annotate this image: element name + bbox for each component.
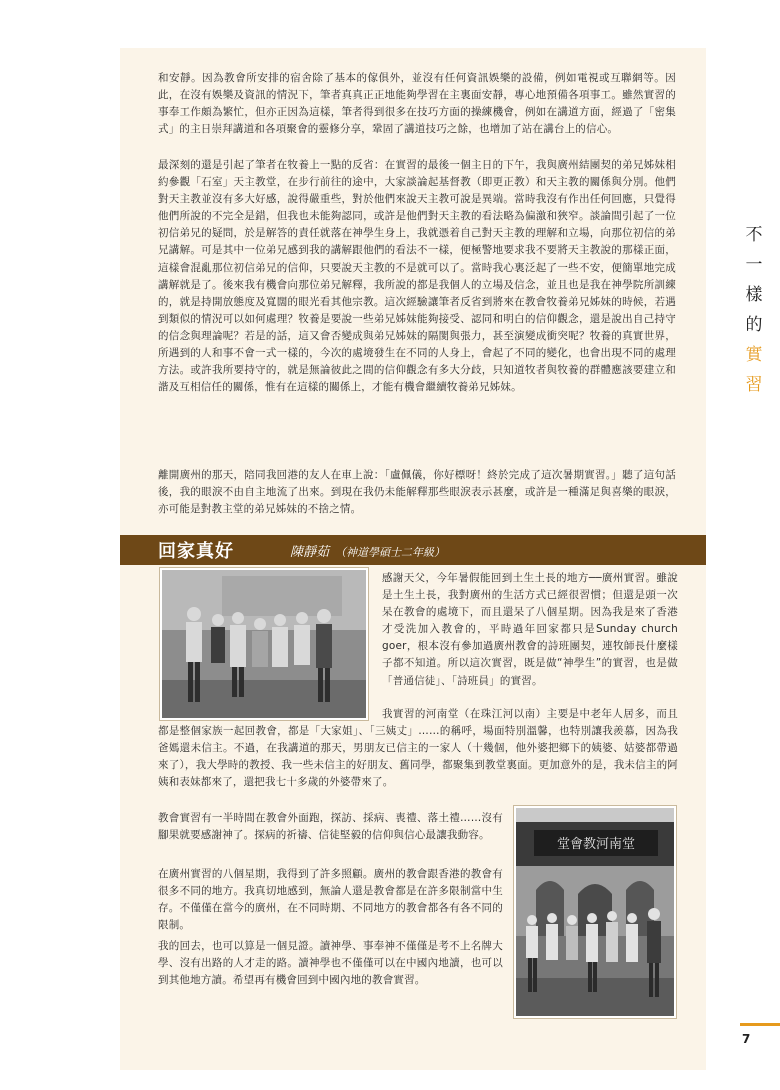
author-line	[290, 541, 445, 560]
page-number-rule	[740, 1023, 780, 1026]
side-tab-char-1: 不	[745, 225, 763, 245]
page-number: 7	[742, 1032, 751, 1046]
article1-paragraph-1: 和安靜。因為教會所安排的宿舍除了基本的傢俱外，並沒有任何資訊娛樂的設備，例如電視或互聯網等。因此，在沒有娛樂及資訊的情況下，筆者真真正正地能夠學習在主裏面安靜，專心地預備各項事工。雖然實習的事奉工作頗為繁忙，但亦正因為這樣，筆者得到很多在技巧方面的操練機會，例如在講道方面，經過了「密集式」的主日崇拜講道和各項聚會的靈修分享，鞏固了講道技巧之餘，也增加了站在講台上的信心。	[158, 72, 676, 136]
side-section-tab	[744, 220, 764, 400]
group-photo-1	[160, 568, 368, 720]
article2-paragraph-4: 在廣州實習的八個星期，我得到了許多照顧。廣州的教會跟香港的教會有很多不同的地方。我真切地感到，無論人還是教會都是在許多限制當中生存。不僅僅在當今的廣州，在不同時期、不同地方的教會都各有各不同的限制。	[158, 868, 503, 932]
side-tab-char-3: 樣	[745, 285, 763, 305]
side-tab-char-2: 一	[745, 255, 763, 275]
article1-paragraph-3: 離開廣州的那天，陪同我回港的友人在車上說：「盧佩儀，你好標呀！終於完成了這次暑期實習。」聽了這句話後，我的眼淚不由自主地流了出來。到現在我仍未能解釋那些眼淚表示甚麼，或許是一種滿足與喜樂的眼淚，亦可能是對教主堂的弟兄姊妹的不捨之情。	[158, 469, 676, 516]
side-tab-char-5: 實	[745, 345, 763, 365]
side-tab-char-6: 習	[745, 375, 763, 395]
author-role: （神道學碩士二年級）	[335, 546, 446, 559]
article2-paragraph-2: 我實習的河南堂（在珠江河以南）主要是中老年人居多，而且都是整個家族一起回教會，都是「大家姐」、「三姨丈」……的稱呼，場面特別溫馨，也特別讓我羨慕，因為我爸媽還未信主。不過，在我講道的那天，男朋友已信主的一家人（十幾個，他外婆把鄉下的姨婆、姑婆都帶過來了），我大學時的教授、我一些未信主的好朋友、舊同學，都聚集到教堂裏面。更加意外的是，我未信主的阿姨和表妹都來了，還把我七十多歲的外婆帶來了。	[158, 708, 678, 789]
article2-paragraph-3: 教會實習有一半時間在教會外面跑，探訪、採病、喪禮、落土禮……沒有腳果就要感謝神了。探病的祈禱、信徒堅毅的信仰與信心最讓我動容。	[158, 812, 503, 842]
group-photo-2	[514, 806, 676, 1018]
section-title: 回家真好	[158, 541, 234, 562]
article2-paragraph-1: 感謝天父，今年暑假能回到土生土長的地方──廣州實習。雖說是土生土長，我對廣州的生活方式已經很習慣；但還是頭一次呆在教會的處境下，而且還呆了八個星期。因為我是來了香港才受洗加入教會的，平時過年回家都只是Sunday church goer，根本沒有參加過廣州教會的詩班團契，連牧師長什麼樣子都不知道。所以這次實習，既是做“神學生”的實習，也是做「普通信徒」、「詩班員」的實習。	[382, 572, 678, 687]
article2-paragraph-5: 我的回去，也可以算是一個見證。讀神學、事奉神不僅僅是考不上名牌大學、沒有出路的人才走的路。讀神學也不僅僅可以在中國內地讀，也可以到其他地方讀。希望再有機會回到中國內地的教會實習。	[158, 940, 503, 987]
group-photo-1-image	[162, 570, 366, 718]
section-banner	[120, 535, 706, 565]
church-sign-text: 堂會教河南堂	[556, 837, 636, 852]
side-tab-char-4: 的	[745, 315, 763, 335]
author-name: 陳靜茹	[290, 545, 330, 560]
article1-paragraph-2: 最深刻的還是引起了筆者在牧養上一點的反省：在實習的最後一個主日的下午，我與廣州結團契的弟兄姊妹相約參觀「石室」天主教堂，在步行前往的途中，大家談論起基督教（即更正教）和天主教的關係與分別。他們對天主教並沒有多大好感，說得嚴重些，對於他們來說天主教可說是異端。當時我沒有作出任何回應，只覺得他們所說的不完全是錯，但我也未能夠認同，或許是他們對天主教的看法略為偏激和狹窄。談論間引起了一位初信弟兄的疑問，於是解答的責任就落在神學生身上，我就憑着自己對天主教的理解和立場，向那位初信的弟兄講解。可是其中一位弟兄感到我的講解跟他們的看法不一樣，便極警地要求我不要將天主教說的那樣正面，這樣會混亂那位初信弟兄的信仰，只要說天主教的不是就可以了。當時我心裏泛起了一些不安，便簡單地完成講解就是了。後來我有機會向那位弟兄解釋，我所說的都是我個人的立場及信念，並且也是我在神學院所訓練的，就是持開放態度及寬闊的眼光看其他宗教。這次經驗讓筆者反省到將來在教會牧養弟兄姊妹的時候，若遇到類似的情況可以如何處理？牧養是要說一些弟兄姊妹能夠接受、認同和明白的信仰觀念，還是說出自己持守的信念與理論呢？若是的話，這又會否變成與弟兄姊妹的隔閡與張力，甚至演變成衝突呢？牧養的真實世界，所遇到的人和事不會一式一樣的，今次的處境發生在不同的人身上，會起了不同的變化，也會出現不同的處理方法。或許我所要持守的，就是無論彼此之間的信仰觀念有多大分歧，只知道牧者與牧養的群體應該要建立和諧及互相信任的關係，惟有在這樣的關係上，才能有機會繼續牧養弟兄姊妹。	[158, 159, 676, 394]
group-photo-2-image	[516, 808, 674, 1016]
